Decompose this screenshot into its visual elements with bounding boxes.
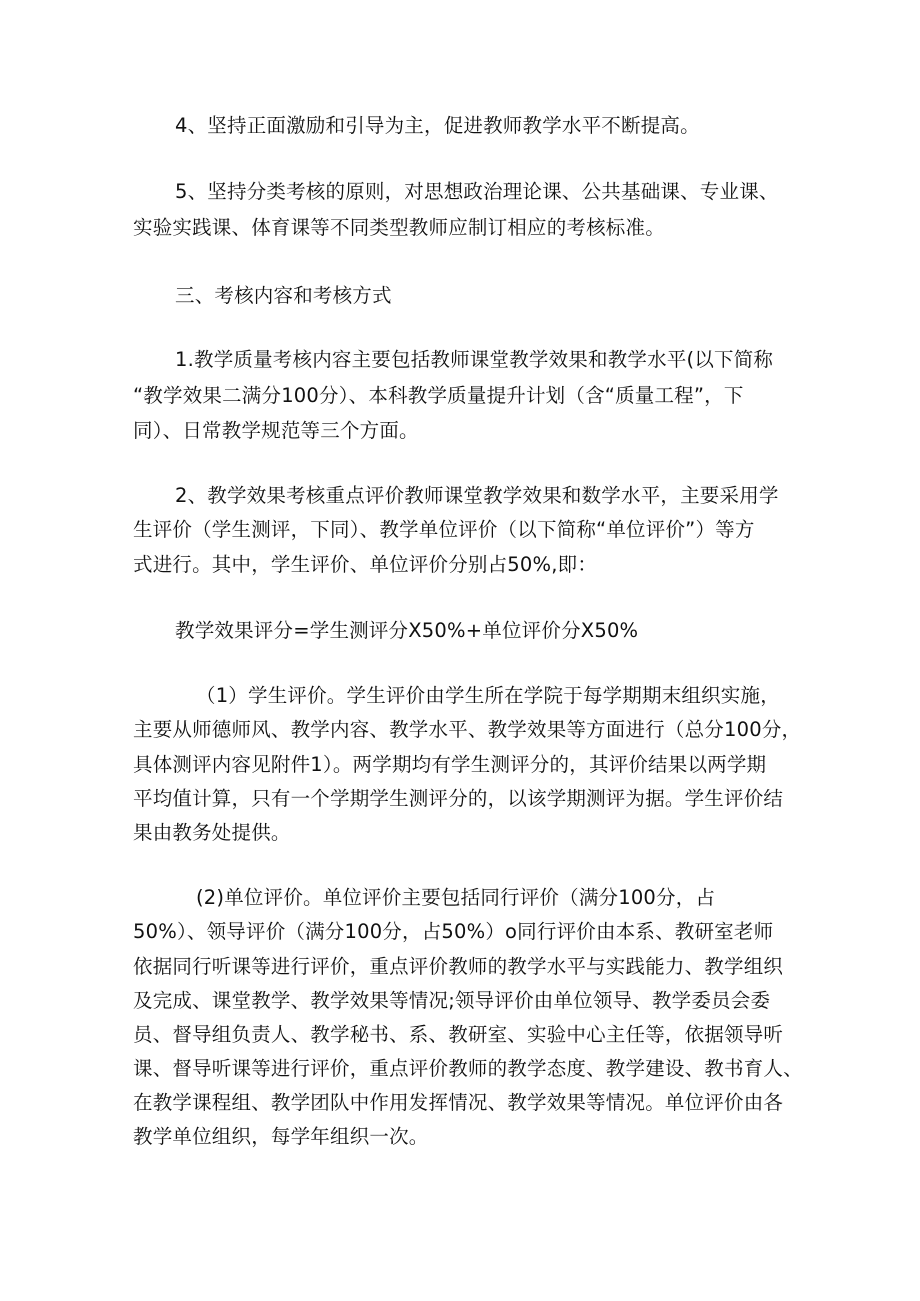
unit-eval-line-1: (2)单位评价。单位评价主要包括同行评价（满分100分，占 <box>196 886 716 909</box>
student-eval-line-3: 具体测评内容见附件1）。两学期均有学生测评分的，其评价结果以两学期 <box>133 753 767 776</box>
unit-eval-line-3: 依据同行听课等进行评价，重点评价教师的教学水平与实践能力、教学组织 <box>133 955 784 978</box>
student-eval-line-4: 平均值计算，只有一个学期学生测评分的，以该学期测评为据。学生评价结 <box>133 787 784 810</box>
principle-5-line-2: 实验实践课、体育课等不同类型教师应制订相应的考核标准。 <box>133 216 665 239</box>
unit-eval-line-4: 及完成、课堂教学、教学效果等情况;领导评价由单位领导、教学委员会委 <box>133 989 771 1012</box>
item-2-line-2: 生评价（学生测评，下同）、教学单位评价（以下简称“单位评价”）等方 <box>133 518 755 541</box>
principle-4-line: 4、坚持正面激励和引导为主，促进教师教学水平不断提高。 <box>175 114 700 137</box>
item-1-line-1: 1.教学质量考核内容主要包括教师课堂教学效果和教学水平(以下简称 <box>175 348 774 371</box>
student-eval-line-5: 果由教务处提供。 <box>133 821 291 844</box>
item-2-line-3: 式进行。其中，学生评价、单位评价分别占50%,即： <box>133 553 598 576</box>
formula-line: 教学效果评分=学生测评分X50%+单位评价分X50% <box>175 619 639 642</box>
item-2-line-1: 2、教学效果考核重点评价教师课堂教学效果和数学水平，主要采用学 <box>175 484 779 507</box>
principle-5-line-1: 5、坚持分类考核的原则，对思想政治理论课、公共基础课、专业课、 <box>175 180 779 203</box>
item-1-line-3: 同）、日常教学规范等三个方面。 <box>133 419 419 442</box>
unit-eval-line-5: 员、督导组负责人、教学秘书、系、教研室、实验中心主任等，依据领导听 <box>133 1023 784 1046</box>
section-3-heading: 三、考核内容和考核方式 <box>175 284 392 307</box>
unit-eval-line-2: 50%）、领导评价（满分100分，占50%）o同行评价由本系、教研室老师 <box>133 920 774 943</box>
unit-eval-line-6: 课、督导听课等进行评价，重点评价教师的教学态度、教学建设、教书育人、 <box>133 1057 803 1080</box>
unit-eval-line-8: 教学单位组织，每学年组织一次。 <box>133 1125 429 1148</box>
unit-eval-line-7: 在教学课程组、教学团队中作用发挥情况、教学效果等情况。单位评价由各 <box>133 1091 784 1114</box>
item-1-line-2: “教学效果二满分100分）、本科教学质量提升计划（含“质量工程”，下 <box>133 384 744 407</box>
student-eval-line-2: 主要从师德师风、教学内容、教学水平、教学效果等方面进行（总分100分， <box>133 718 802 741</box>
student-eval-line-1: （1）学生评价。学生评价由学生所在学院于每学期期末组织实施， <box>196 684 780 707</box>
